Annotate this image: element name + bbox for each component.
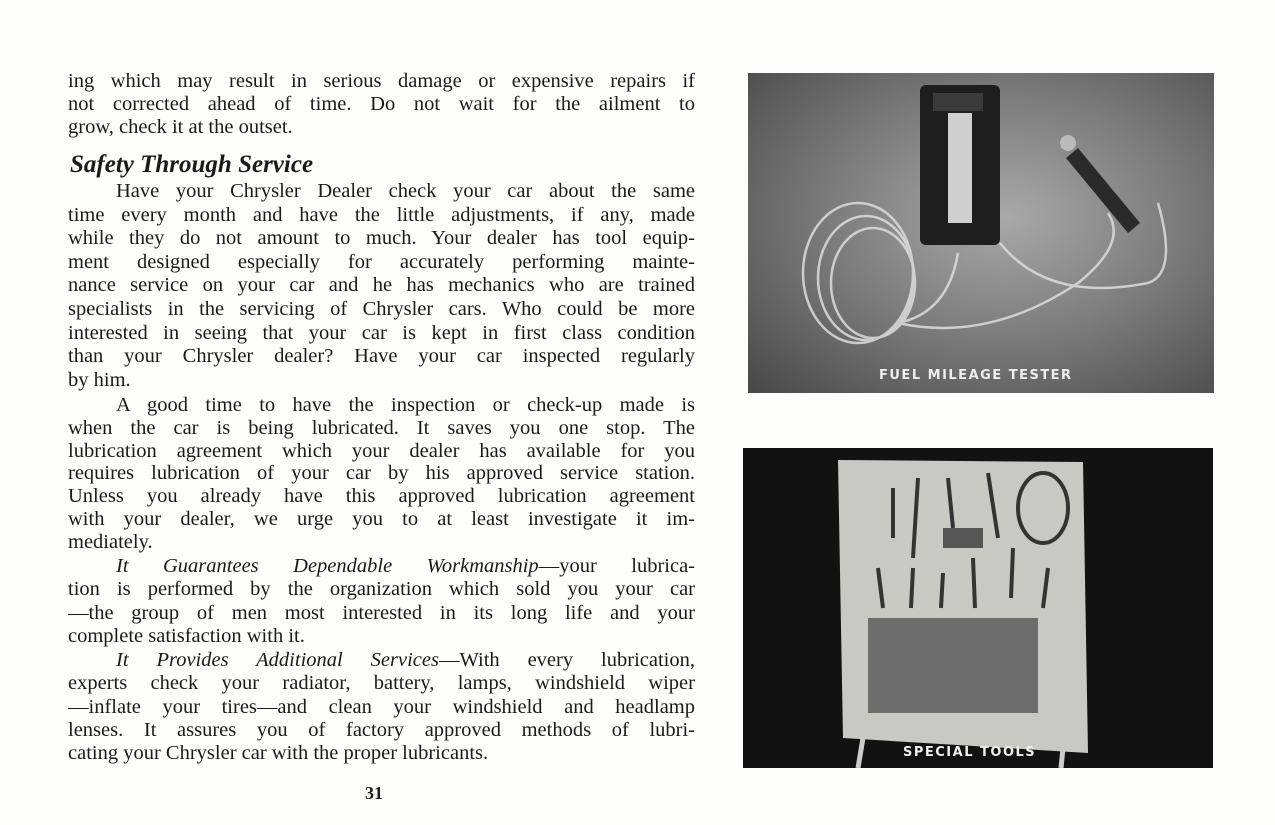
text-line: complete satisfaction with it. (68, 624, 305, 647)
text-line: than your Chrysler dealer? Have your car inspected regularly (68, 345, 695, 368)
text-line: grow, check it at the outset. (68, 116, 293, 138)
paragraph-dealer-check (68, 180, 695, 392)
text-line: ing which may result in serious damage or expensive repairs if (68, 70, 695, 92)
text-line: lubrication agreement which your dealer has available for you (68, 439, 695, 462)
text-line: when the car is being lubricated. It saves you one stop. The (68, 416, 695, 439)
photo-special-tools (743, 448, 1213, 768)
text-line: with your dealer, we urge you to at least investigate it im- (68, 507, 695, 530)
text-line: not corrected ahead of time. Do not wait for the ailment to (68, 93, 695, 115)
text-line: —inflate your tires—and clean your windshield and headlamp (68, 695, 695, 718)
text-line (68, 649, 695, 672)
text-line: interested in seeing that your car is kept in first class condition (68, 321, 695, 344)
paragraph-workmanship (68, 555, 695, 648)
fuel-tester-illustration (748, 73, 1214, 393)
text-line: specialists in the servicing of Chrysler cars. Who could be more (68, 297, 695, 320)
text-line: nance service on your car and he has mechanics who are trained (68, 274, 695, 297)
text-line: time every month and have the little adjustments, if any, made (68, 203, 695, 226)
text-line: while they do not amount to much. Your dealer has tool equip- (68, 227, 695, 250)
text-line: ment designed especially for accurately performing mainte- (68, 250, 695, 273)
text-line: Unless you already have this approved lubrication agreement (68, 485, 695, 508)
italic-lead: It Provides Additional Services (116, 649, 439, 671)
photo-caption: FUEL MILEAGE TESTER (879, 368, 1073, 383)
text-line: lenses. It assures you of factory approved methods of lubri- (68, 718, 695, 741)
tool-board-illustration (743, 448, 1213, 768)
italic-lead: It Guarantees Dependable Workmanship (116, 555, 539, 577)
page-number: 31 (365, 783, 383, 803)
text-line: requires lubrication of your car by his approved service station. (68, 462, 695, 485)
text-span: —With every lubrication, (438, 649, 695, 671)
text-line: A good time to have the inspection or check-up made is (116, 394, 695, 416)
text-line: —the group of men most interested in its long life and your (68, 601, 695, 624)
text-line: mediately. (68, 530, 153, 553)
paragraph-services (68, 649, 695, 765)
text-line: tion is performed by the organization which sold you your car (68, 578, 695, 601)
text-line: cating your Chrysler car with the proper lubricants. (68, 742, 489, 765)
photo-caption: SPECIAL TOOLS (903, 745, 1037, 760)
intro-paragraph (68, 70, 695, 139)
text-line: by him. (68, 368, 131, 391)
text-line: experts check your radiator, battery, lamps, windshield wiper (68, 672, 695, 695)
text-span: —your lubrica- (538, 555, 695, 577)
text-line: Have your Chrysler Dealer check your car about the same (116, 180, 695, 202)
paragraph-inspection (68, 394, 695, 554)
section-heading: Safety Through Service (70, 151, 314, 178)
photo-fuel-mileage-tester (748, 73, 1214, 393)
text-line (68, 555, 695, 578)
